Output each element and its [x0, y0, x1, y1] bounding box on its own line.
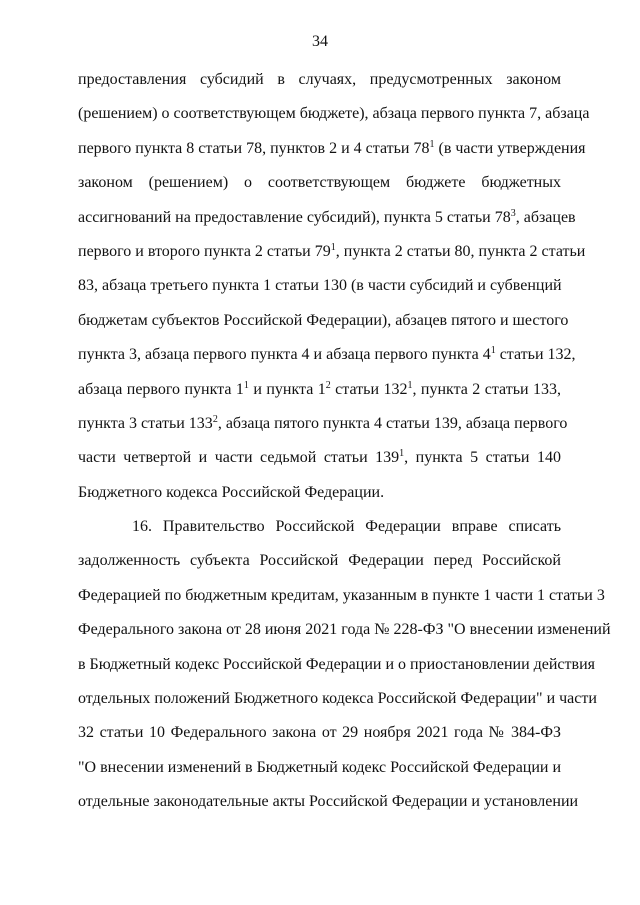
- text-line: пункта 3, абзаца первого пункта 4 и абзаца первого пункта $4^1$ статьи 132,: [78, 345, 576, 364]
- text-line: отдельных положений Бюджетного кодекса Российской Федерации" и части: [78, 690, 597, 708]
- text-line: законом (решением) о соответствующем бюджете бюджетных: [78, 174, 561, 192]
- text-line: первого пункта 8 статьи 78, пунктов 2 и 4 статьи $78^1$ (в части утверждения: [78, 138, 586, 157]
- text-line: предоставления субсидий в случаях, предусмотренных законом: [78, 71, 561, 88]
- text-line: задолженность субъекта Российской Федерации перед Российской: [78, 552, 561, 570]
- text-line: части четвертой и части седьмой статьи $139^1$, пункта 5 статьи 140: [78, 448, 561, 467]
- text-line: ассигнований на предоставление субсидий), пункта 5 статьи $78^3$, абзацев: [78, 207, 576, 226]
- text-line: отдельные законодательные акты Российской Федерации и установлении: [78, 793, 579, 811]
- paragraph-16-start: 16. Правительство Российской Федерации вправе списать: [132, 518, 561, 536]
- text-line: 83, абзаца третьего пункта 1 статьи 130 (в части субсидий и субвенций: [78, 277, 562, 295]
- text-line: в Бюджетный кодекс Российской Федерации и о приостановлении действия: [78, 655, 595, 673]
- document-body: [78, 70, 611, 827]
- page-number: 34: [312, 33, 328, 50]
- text-line: Федерацией по бюджетным кредитам, указанным в пункте 1 части 1 статьи 3: [78, 586, 605, 604]
- text-line: Федерального закона от 28 июня 2021 года № 228-ФЗ "О внесении изменений: [78, 621, 611, 639]
- text-line: (решением) о соответствующем бюджете), абзаца первого пункта 7, абзаца: [78, 105, 590, 123]
- text-line: пункта 3 статьи $133^2$, абзаца пятого пункта 4 статьи 139, абзаца первого: [78, 413, 568, 432]
- text-line: "О внесении изменений в Бюджетный кодекс Российской Федерации и: [78, 758, 562, 776]
- text-line: Бюджетного кодекса Российской Федерации.: [78, 483, 385, 501]
- text-line: абзаца первого пункта $1^1$ и пункта $1^2$ статьи $132^1$, пункта 2 статьи 133,: [78, 379, 562, 398]
- text-line: первого и второго пункта 2 статьи $79^1$, пункта 2 статьи 80, пункта 2 статьи: [78, 241, 586, 260]
- text-line: бюджетам субъектов Российской Федерации), абзацев пятого и шестого: [78, 311, 569, 329]
- text-line: 32 статьи 10 Федерального закона от 29 ноября 2021 года № 384-ФЗ: [78, 724, 561, 742]
